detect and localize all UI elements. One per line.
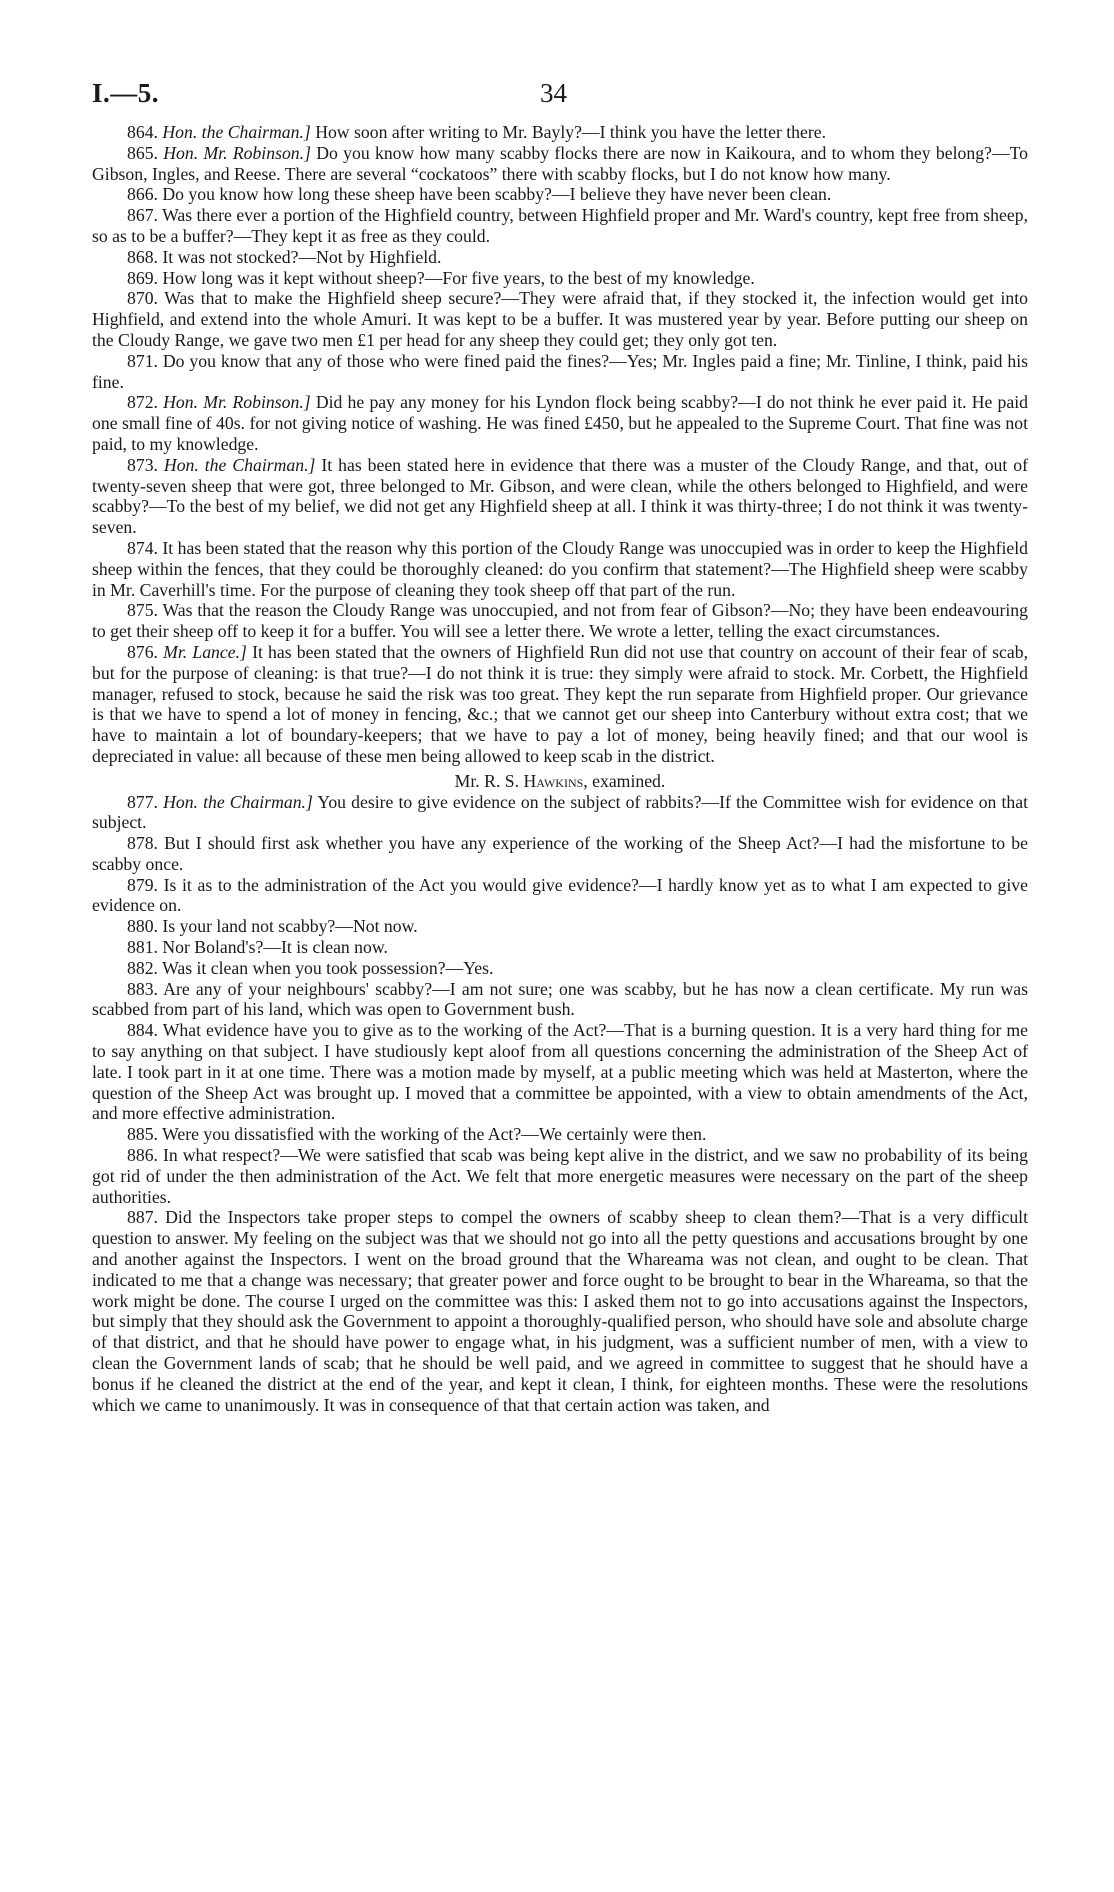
- question-number: 874.: [127, 537, 158, 558]
- question-number: 865.: [127, 142, 158, 163]
- question-number: 887.: [127, 1207, 158, 1228]
- question-paragraph: [92, 1145, 1028, 1207]
- question-text: It has been stated that the reason why this portion of the Cloudy Range was unoccupied was in order to keep the Highfield sheep within the fences, that they could be thoroughly cleaned: do you confirm that statement?—The Highfield sheep were scabby in Mr. Caverhill's time. For the purpose of cleaning they took sheep off that part of the run.: [92, 537, 1028, 600]
- question-number: 880.: [127, 916, 158, 937]
- question-paragraph: [92, 1207, 1028, 1415]
- question-paragraph: [92, 143, 1028, 185]
- speaker: Hon. Mr. Robinson.]: [163, 392, 311, 413]
- question-number: 881.: [127, 937, 158, 958]
- question-text: How soon after writing to Mr. Bayly?—I think you have the letter there.: [310, 122, 827, 142]
- question-text: Was that to make the Highfield sheep secure?—They were afraid that, if they stocked it, the infection would get into Highfield, and extend into the whole Amuri. It was kept to be a buffer. It was mustered year by year. Before putting our sheep on the Cloudy Range, we gave two men £1 per head for any sheep they could get; they only got ten.: [92, 288, 1028, 350]
- question-text: Do you know how many scabby flocks there are now in Kaikoura, and to whom they belong?—To Gibson, Ingles, and Reese. There are several “cockatoos” there with scabby flocks, but I do not know how many.: [92, 142, 1029, 184]
- speaker: Mr. Lance.]: [163, 641, 247, 662]
- document-page: [92, 78, 1028, 1415]
- question-number: 866.: [127, 184, 158, 205]
- body-text: [92, 122, 1028, 1415]
- witness-heading: [92, 771, 1028, 792]
- question-number: 868.: [127, 246, 158, 267]
- question-paragraph: [92, 538, 1028, 600]
- page-header: [92, 78, 1028, 112]
- question-text: It has been stated here in evidence that there was a muster of the Cloudy Range, and that, out of twenty-seven sheep that were got, three belonged to Mr. Gibson, and were clean, while the others belonged to Highfield, and were scabby?—To the best of my belief, we did not get any Highfield sheep at all. I think it was thirty-three; I do not think it was twenty-seven.: [92, 454, 1029, 538]
- question-text: It was not stocked?—Not by Highfield.: [162, 246, 442, 267]
- question-paragraph: [92, 455, 1028, 538]
- question-text: Did he pay any money for his Lyndon flock being scabby?—I do not think he ever paid it. He paid one small fine of 40s. for not giving notice of washing. He was fined £450, but he appealed to the Supreme Court. That fine was not paid, to my knowledge.: [92, 392, 1029, 454]
- question-paragraph: [92, 351, 1028, 393]
- question-paragraph: [92, 792, 1028, 834]
- question-paragraph: [92, 288, 1028, 350]
- question-paragraph: [92, 268, 1028, 289]
- question-text: Was there ever a portion of the Highfield country, between Highfield proper and Mr. Ward's country, kept free from sheep, so as to be a buffer?—They kept it as free as they could.: [92, 205, 1028, 246]
- speaker: Hon. the Chairman.]: [163, 454, 316, 475]
- question-number: 869.: [127, 267, 158, 288]
- question-text: Do you know how long these sheep have been scabby?—I believe they have never been clean.: [162, 184, 832, 205]
- speaker: Hon. the Chairman.]: [163, 791, 313, 812]
- question-text: Was it clean when you took possession?—Yes.: [162, 957, 494, 978]
- question-number: 886.: [127, 1145, 158, 1166]
- question-paragraph: [92, 833, 1028, 875]
- question-paragraph: [92, 937, 1028, 958]
- question-paragraph: [92, 642, 1028, 767]
- witness-prefix: Mr. R. S.: [454, 770, 524, 791]
- question-number: 871.: [127, 350, 158, 371]
- speaker: Hon. the Chairman.]: [162, 122, 311, 142]
- question-paragraph: [92, 979, 1028, 1021]
- question-text: Did the Inspectors take proper steps to compel the owners of scabby sheep to clean them?—That is a very difficult question to answer. My feeling on the subject was that we should not go into all the petty questions and accusations brought by one and another against the Inspectors. I went on the broad ground that the Whareama was not clean, and ought to be clean. That indicated to me that a change was necessary; that greater power and force ought to be brought to bear in the Whareama, so that the work might be done. The course I urged on the committee was this: I asked them not to go into accusations against the Inspectors, but simply that they should ask the Government to appoint a thoroughly-qualified person, who should have sole and absolute charge of that district, and that he should have power to engage what, in his judgment, was a sufficient number of men, with a view to clean the Government lands of scab; that he should be well paid, and we agreed in committee to suggest that he should have a bonus if he cleaned the district at the end of the year, and kept it clean, I think, for eighteen months. These were the resolutions which we came to unanimously. It was in consequence of that that certain action was taken, and: [92, 1207, 1029, 1415]
- question-number: 870.: [127, 288, 158, 309]
- question-text: Are any of your neighbours' scabby?—I am not sure; one was scabby, but he has now a clean certificate. My run was scabbed from part of his land, which was open to Government bush.: [92, 978, 1028, 1020]
- question-text: Do you know that any of those who were fined paid the fines?—Yes; Mr. Ingles paid a fine; Mr. Tinline, I think, paid his fine.: [92, 350, 1029, 392]
- question-number: 879.: [127, 874, 158, 895]
- witness-suffix: , examined.: [583, 770, 666, 791]
- question-text: It has been stated that the owners of Highfield Run did not use that country on account of their fear of scab, but for the purpose of cleaning: is that true?—I do not think it is true: they simply were afraid to stock. Mr. Corbett, the Highfield manager, refused to stock, because he said the risk was too great. They kept the run separate from Highfield proper. Our grievance is that we have to spend a lot of money in fencing, &c.; that we cannot get our sheep into Canterbury without extra cost; that we have to maintain a lot of boundary-keepers; that we have to pay a lot of money, being heavily fined; and that our wool is depreciated in value: all because of these men being allowed to keep scab in the district.: [92, 641, 1029, 766]
- question-paragraph: [92, 1020, 1028, 1124]
- question-number: 883.: [127, 978, 158, 999]
- document-code: I.—5.: [92, 78, 160, 108]
- question-number: 875.: [127, 600, 158, 621]
- question-number: 876.: [127, 641, 158, 662]
- question-paragraph: [92, 392, 1028, 454]
- evidence-part-1: [92, 122, 1028, 767]
- question-number: 882.: [127, 957, 158, 978]
- question-paragraph: [92, 916, 1028, 937]
- question-number: 872.: [127, 392, 158, 413]
- question-number: 877.: [127, 791, 158, 812]
- question-paragraph: [92, 875, 1028, 917]
- question-number: 884.: [127, 1020, 158, 1041]
- question-text: Is it as to the administration of the Act you would give evidence?—I hardly know yet as to what I am expected to give evidence on.: [92, 874, 1028, 916]
- question-number: 864.: [127, 122, 158, 142]
- question-paragraph: [92, 600, 1028, 642]
- speaker: Hon. Mr. Robinson.]: [163, 142, 311, 163]
- question-text: Were you dissatisfied with the working of the Act?—We certainly were then.: [162, 1124, 707, 1145]
- witness-name: Hawkins: [523, 770, 584, 791]
- question-number: 878.: [127, 833, 158, 854]
- question-text: What evidence have you to give as to the working of the Act?—That is a burning question. It is a very hard thing for me to say anything on that subject. I have studiously kept aloof from all questions concerning the administration of the Sheep Act of late. I took part in it at one time. There was a motion made by myself, at a public meeting which was held at Masterton, where the question of the Sheep Act was brought up. I moved that a committee be appointed, with a view to obtain amendments of the Act, and more effective administration.: [92, 1020, 1028, 1124]
- evidence-part-2: [92, 792, 1028, 1416]
- question-text: Nor Boland's?—It is clean now.: [162, 937, 388, 958]
- question-paragraph: [92, 184, 1028, 205]
- question-text: Was that the reason the Cloudy Range was unoccupied, and not from fear of Gibson?—No; they have been endeavouring to get their sheep off to keep it for a buffer. You will see a letter there. We wrote a letter, telling the exact circumstances.: [92, 600, 1028, 642]
- question-paragraph: [92, 205, 1028, 247]
- question-text: In what respect?—We were satisfied that scab was being kept alive in the district, and we saw no probability of its being got rid of under the then administration of the Act. We felt that more energetic measures were necessary on the part of the sheep authorities.: [92, 1145, 1028, 1207]
- page-number: 34: [540, 78, 567, 108]
- question-text: How long was it kept without sheep?—For five years, to the best of my knowledge.: [162, 267, 755, 288]
- question-number: 873.: [127, 454, 158, 475]
- question-paragraph: [92, 1124, 1028, 1145]
- question-paragraph: [92, 247, 1028, 268]
- question-text: Is your land not scabby?—Not now.: [162, 916, 418, 937]
- question-paragraph: [92, 958, 1028, 979]
- question-number: 885.: [127, 1124, 158, 1145]
- question-text: You desire to give evidence on the subject of rabbits?—If the Committee wish for evidence on that subject.: [92, 791, 1029, 833]
- question-text: But I should first ask whether you have any experience of the working of the Sheep Act?—I had the misfortune to be scabby once.: [92, 833, 1028, 874]
- question-paragraph: [92, 122, 1028, 143]
- question-number: 867.: [127, 205, 158, 226]
